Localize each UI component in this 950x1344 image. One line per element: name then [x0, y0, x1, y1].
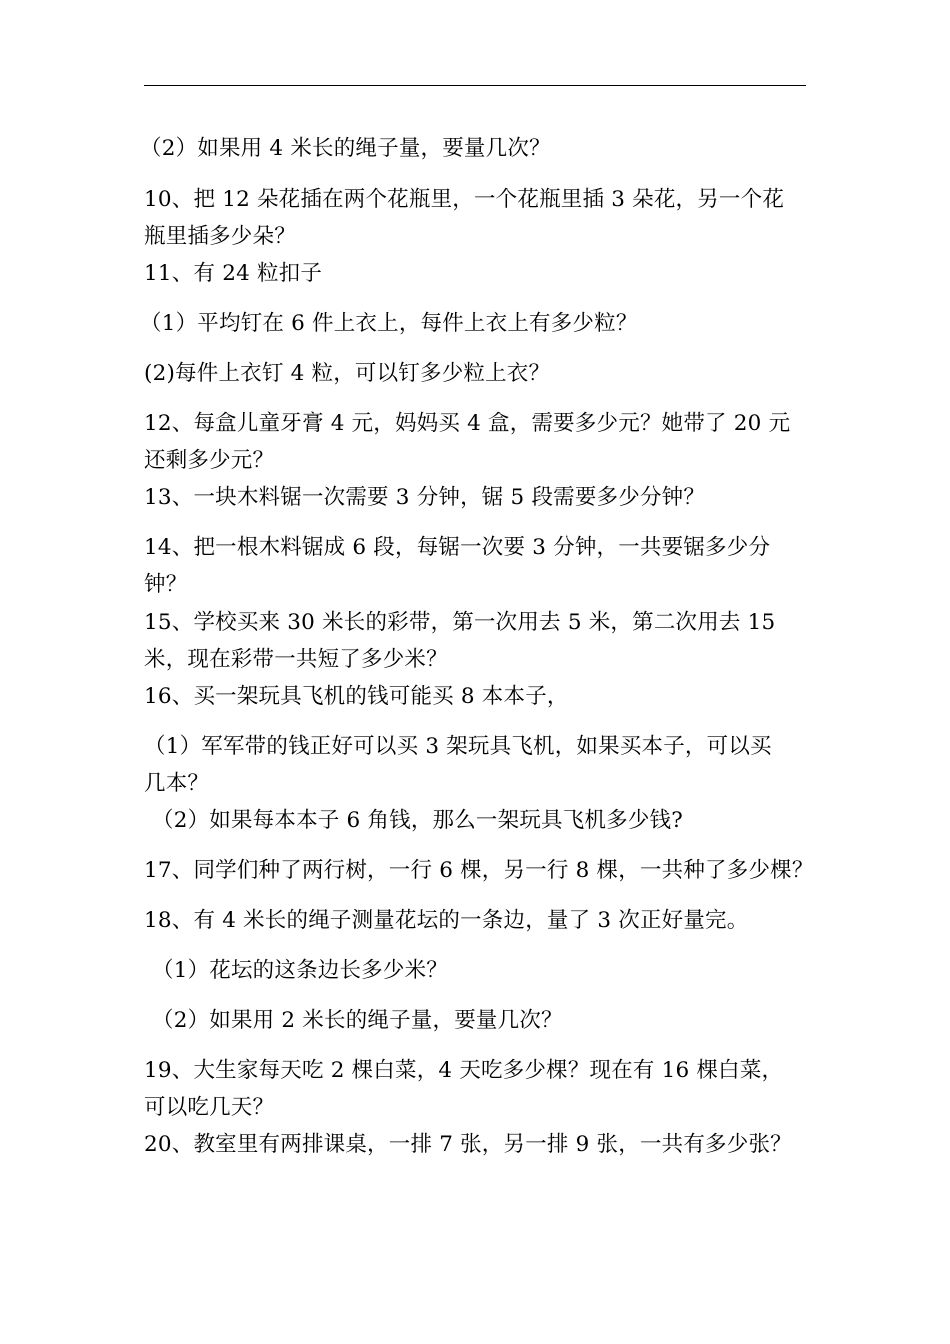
- text-line: （1）军军带的钱正好可以买 3 架玩具飞机，如果买本子，可以买: [144, 734, 772, 759]
- header-rule: [144, 85, 806, 86]
- question-14: 14、把一根木料锯成 6 段，每锯一次要 3 分钟，一共要锯多少分: [144, 535, 771, 560]
- question-20: 20、教室里有两排课桌，一排 7 张，另一排 9 张，一共有多少张？: [144, 1132, 792, 1157]
- text-line: 瓶里插多少朵？: [144, 224, 296, 249]
- question-10: 10、把 12 朵花插在两个花瓶里，一个花瓶里插 3 朵花，另一个花: [144, 187, 785, 212]
- question-16: 16、买一架玩具飞机的钱可能买 8 本本子，: [144, 684, 569, 709]
- text-line: （1）花坛的这条边长多少米？: [152, 958, 448, 983]
- text-line: 还剩多少元？: [144, 448, 275, 473]
- question-13: 13、一块木料锯一次需要 3 分钟，锯 5 段需要多少分钟？: [144, 485, 706, 510]
- text-line: 可以吃几天？: [144, 1095, 275, 1120]
- question-11: 11、有 24 粒扣子: [144, 261, 323, 286]
- text-line: (2)每件上衣钉 4 粒，可以钉多少粒上衣？: [144, 361, 551, 386]
- text-line: （2）如果每本本子 6 角钱，那么一架玩具飞机多少钱?: [152, 808, 683, 833]
- question-18: 18、有 4 米长的绳子测量花坛的一条边，量了 3 次正好量完。: [144, 908, 749, 933]
- text-line: 米，现在彩带一共短了多少米？: [144, 647, 448, 672]
- question-12: 12、每盒儿童牙膏 4 元，妈妈买 4 盒，需要多少元？她带了 20 元: [144, 411, 791, 436]
- text-line: 钟？: [144, 572, 188, 597]
- question-15: 15、学校买来 30 米长的彩带，第一次用去 5 米，第二次用去 15: [144, 610, 776, 635]
- text-line: （2）如果用 4 米长的绳子量，要量几次？: [140, 136, 551, 161]
- question-17: 17、同学们种了两行树，一行 6 棵，另一行 8 棵，一共种了多少棵？: [144, 858, 814, 883]
- text-line: （1）平均钉在 6 件上衣上，每件上衣上有多少粒？: [140, 311, 638, 336]
- question-19: 19、大生家每天吃 2 棵白菜，4 天吃多少棵？现在有 16 棵白菜，: [144, 1058, 784, 1083]
- text-line: 几本？: [144, 771, 210, 796]
- text-line: （2）如果用 2 米长的绳子量，要量几次？: [152, 1008, 563, 1033]
